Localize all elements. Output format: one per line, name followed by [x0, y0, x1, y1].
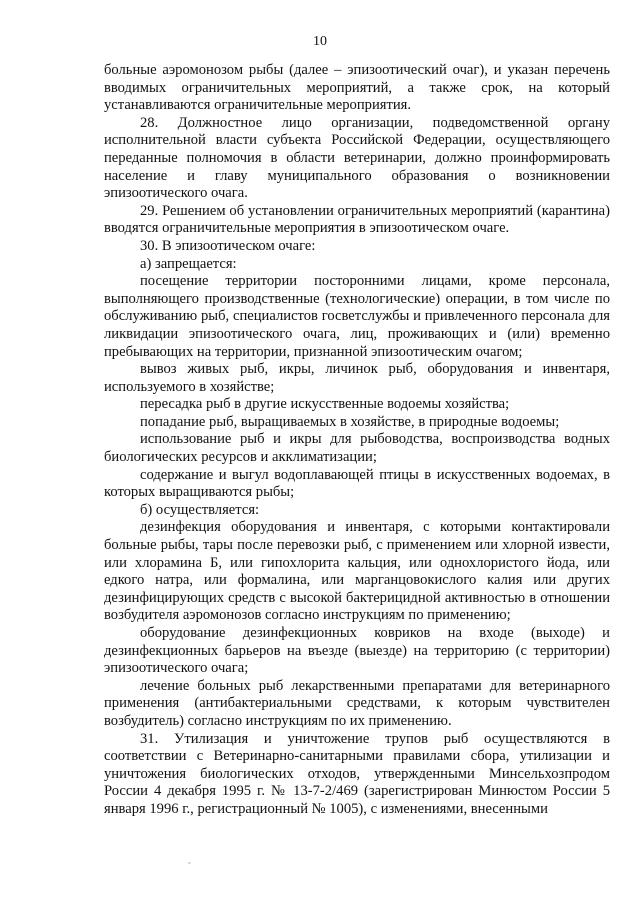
- page-number: 10: [313, 34, 327, 49]
- paragraph: дезинфекция оборудования и инвентаря, с которыми контактировали больные рыбы, тары после перевозки рыб, с применением или хлорной извести, или хлорамина Б, или гипохлорита кальция, или однохлористого йода, или едкого натра, или формалина, или марганцовокислого калия или других дезинфицирующих средств с высокой бактерицидной активностью в отношении возбудителя аэромонозов согласно инструкциям по применению;: [104, 519, 610, 624]
- paragraph: попадание рыб, выращиваемых в хозяйстве, в природные водоемы;: [140, 413, 560, 430]
- paragraph: пересадка рыб в другие искусственные водоемы хозяйства;: [140, 396, 510, 413]
- paragraph: больные аэромонозом рыбы (далее – эпизоотический очаг), и указан перечень вводимых ограничительных мероприятий, а также срок, на который устанавливаются ограничительные мероприятия.: [104, 62, 610, 114]
- paragraph: посещение территории посторонними лицами, кроме персонала, выполняющего производственные (технологические) операции, в том числе по обслуживанию рыб, специалистов госветслужбы и привлеченного персонала для ликвидации эпизоотического очага, лиц, проживающих и (или) временно пребывающих на территории, признанной эпизоотическим очагом;: [104, 273, 610, 360]
- document-body: [104, 62, 610, 819]
- paragraph: 29. Решением об установлении ограничительных мероприятий (карантина) вводятся ограничительные мероприятия в эпизоотическом очаге.: [104, 202, 610, 237]
- paragraph: использование рыб и икры для рыбоводства, воспроизводства водных биологических ресурсов и акклиматизации;: [104, 431, 610, 466]
- margin-mark: ˇ: [188, 861, 191, 870]
- paragraph: 30. В эпизоотическом очаге:: [140, 237, 316, 254]
- paragraph: 28. Должностное лицо организации, подведомственной органу исполнительной власти субъекта Российской Федерации, осуществляющего переданные полномочия в области ветеринарии, должно проинформировать население и главу муниципального образования о возникновении эпизоотического очага.: [104, 114, 610, 202]
- paragraph: 31. Утилизация и уничтожение трупов рыб осуществляются в соответствии с Ветеринарно-санитарными правилами сбора, утилизации и уничтожения биологических отходов, утвержденными Минсельхозпродом России 4 декабря 1995 г. № 13-7-2/469 (зарегистрирован Минюстом России 5 января 1996 г., регистрационный № 1005), с изменениями, внесенными: [104, 730, 610, 817]
- paragraph: вывоз живых рыб, икры, личинок рыб, оборудования и инвентаря, используемого в хозяйстве;: [104, 361, 610, 395]
- paragraph: б) осуществляется:: [140, 501, 260, 518]
- paragraph: лечение больных рыб лекарственными препаратами для ветеринарного применения (антибактериальными средствами, к которым чувствителен возбудитель) согласно инструкциям по их применению.: [104, 677, 610, 729]
- paragraph: содержание и выгул водоплавающей птицы в искусственных водоемах, в которых выращиваются рыбы;: [104, 466, 610, 501]
- paragraph: а) запрещается:: [140, 255, 237, 272]
- paragraph: оборудование дезинфекционных ковриков на входе (выходе) и дезинфекционных барьеров на въезде (выезде) на территорию (с территории) эпизоотического очага;: [104, 625, 610, 677]
